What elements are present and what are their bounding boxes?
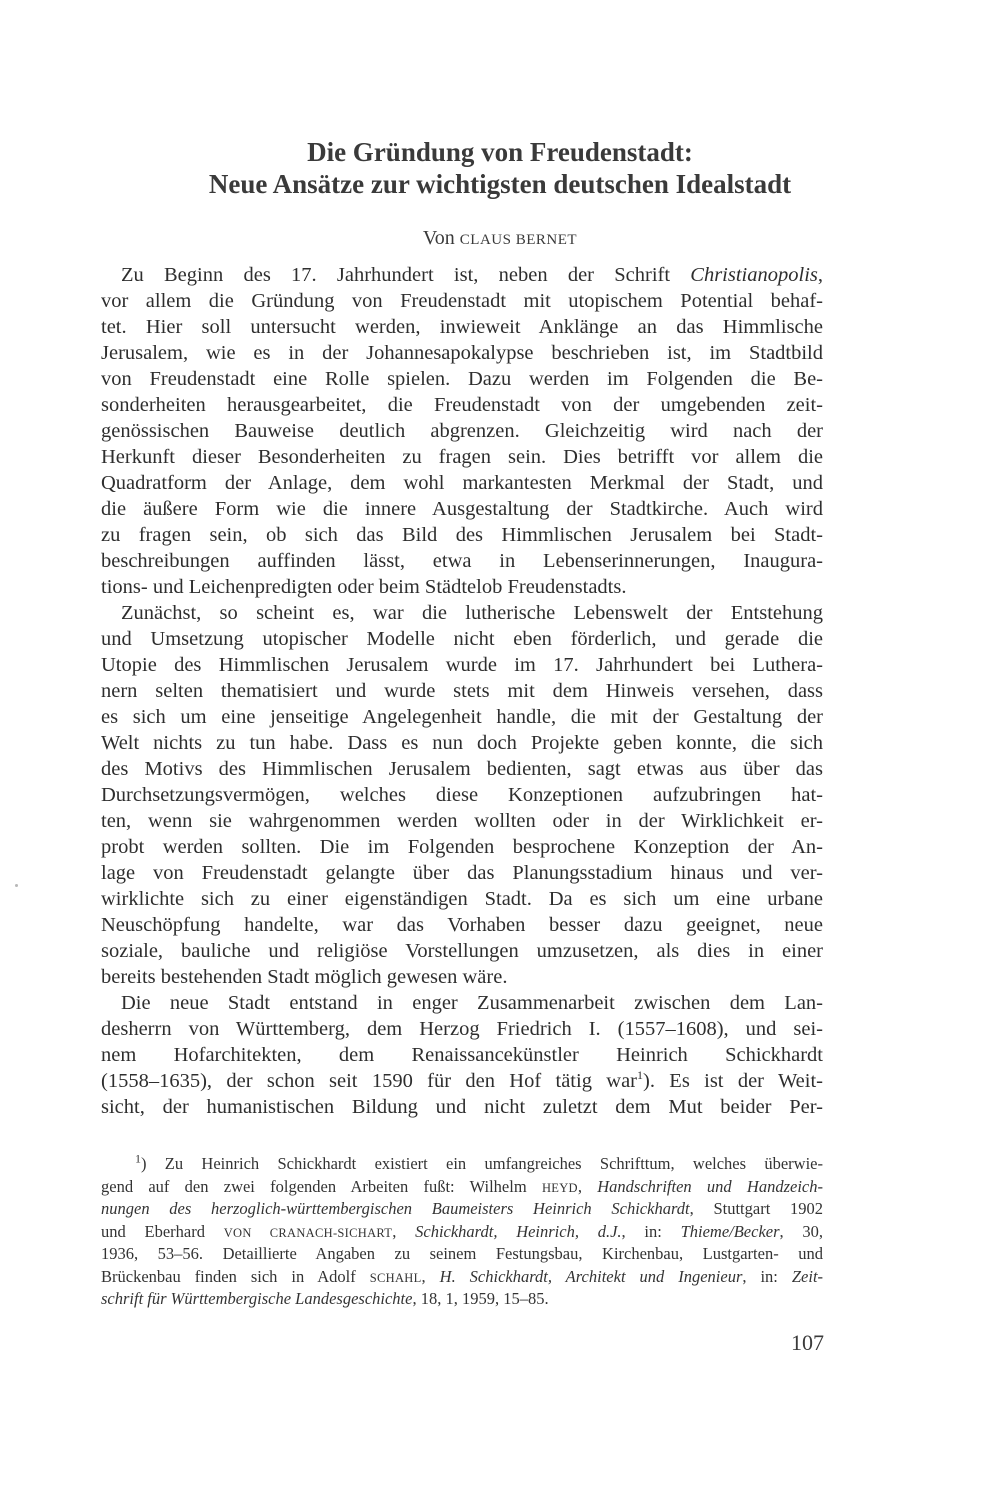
text-line: sicht, der humanistischen Bildung und nicht zuletzt dem Mut beider Per- [101,1096,823,1118]
text-line: Die neue Stadt entstand in enger Zusammenarbeit zwischen dem Lan- [121,992,823,1014]
text-line: Zu Beginn des 17. Jahrhundert ist, neben der Schrift Christianopolis, [121,264,823,286]
scan-speck [15,884,18,887]
text-line: nern selten thematisiert und wurde stets mit dem Hinweis versehen, dass [101,680,823,702]
article-title-line-2: Neue Ansätze zur wichtigsten deutschen Idealstadt [208,169,792,199]
footnote-line: $^1$) Zu Heinrich Schickhardt existiert ein umfangreiches Schrifttum, welches überwie- [135,1153,823,1173]
text-line: nem Hofarchitekten, dem Renaissancekünstler Heinrich Schickhardt [101,1044,823,1066]
byline-prefix: Von [422,227,455,249]
text-line: Herkunft dieser Besonderheiten zu fragen sein. Dies betrifft vor allem die [101,446,823,468]
text-line: lage von Freudenstadt gelangte über das Planungsstadium hinaus und ver- [101,862,823,884]
text-line: tions- und Leichenpredigten oder beim Städtelob Freudenstadts. [101,576,627,598]
body-text [101,262,823,1120]
text-line: Neuschöpfung handelte, war das Vorhaben besser dazu geeignet, neue [101,914,823,936]
text-line: genössischen Bauweise deutlich abgrenzen. Gleichzeitig wird nach der [101,420,823,442]
text-line: tet. Hier soll untersucht werden, inwieweit Anklänge an das Himmlische [101,316,823,338]
text-line: ten, wenn sie wahrgenommen werden wollten oder in der Wirklichkeit er- [101,810,823,832]
text-line: die äußere Form wie die innere Ausgestaltung der Stadtkirche. Auch wird [101,498,823,520]
footnote-marker: 1 [135,1153,141,1166]
text-line: desherrn von Württemberg, dem Herzog Friedrich I. (1557–1608), und sei- [101,1018,823,1040]
text-line: es sich um eine jenseitige Angelegenheit handle, die mit der Gestaltung der [101,706,823,728]
footnote-line: gend auf den zwei folgenden Arbeiten fußt: Wilhelm HEYD, Handschriften und Handzeich- [101,1176,823,1196]
author-name: CLAUS BERNET [459,232,578,248]
text-line: Jerusalem, wie es in der Johannesapokalypse beschrieben ist, im Stadtbild [101,342,823,364]
text-line: (1558–1635), der schon seit 1590 für den Hof tätig war$^1$). Es ist der Weit- [101,1068,823,1092]
footnote-line: 1936, 53–56. Detaillierte Angaben zu seinem Festungsbau, Kirchenbau, Lustgarten- und [101,1244,823,1263]
page-number: 107 [791,1330,824,1355]
footnote-line: Brückenbau finden sich in Adolf SCHAHL, H. Schickhardt, Architekt und Ingenieur, in: Zeit- [101,1266,823,1286]
text-line: wirklichte sich zu einer eigenständigen Stadt. Da es sich um eine urbane [101,888,823,910]
text-line: bereits bestehenden Stadt möglich gewesen wäre. [101,966,508,988]
text-line: Zunächst, so scheint es, war die lutherische Lebenswelt der Entstehung [121,602,823,624]
text-line: Welt nichts zu tun habe. Dass es nun doch Projekte geben konnte, die sich [101,732,823,754]
text-line: vor allem die Gründung von Freudenstadt mit utopischem Potential behaf- [101,290,823,312]
author-surname-heyd: HEYD [541,1180,578,1195]
article-title-line-1: Die Gründung von Freudenstadt: [307,137,693,167]
text-line: des Motivs des Himmlischen Jerusalem bedienten, sagt etwas aus über das [101,758,823,780]
text-line: Quadratform der Anlage, dem wohl markantesten Merkmal der Stadt, und [101,472,823,494]
text-line: und Umsetzung utopischer Modelle nicht eben förderlich, und gerade die [101,628,823,650]
work-title-christianopolis: Christianopolis [690,264,818,286]
footnote-line: schrift für Württembergische Landesgeschichte, 18, 1, 1959, 15–85. [101,1289,549,1308]
text-line: beschreibungen auffinden lässt, etwa in Lebenserinnerungen, Inaugura- [101,550,823,572]
footnote-line: nungen des herzoglich-württembergischen Baumeisters Heinrich Schickhardt, Stuttgart 1902 [101,1199,823,1218]
text-line: soziale, bauliche und religiöse Vorstellungen umzusetzen, als dies in einer [101,940,823,962]
footnote-line: und Eberhard VON CRANACH-SICHART, Schickhardt, Heinrich, d.J., in: Thieme/Becker, 30, [101,1221,823,1241]
text-line: Durchsetzungsvermögen, welches diese Konzeptionen aufzubringen hat- [101,784,823,806]
author-surname-cranach-sichart: VON CRANACH-SICHART [223,1225,393,1240]
footnote-block [101,1153,823,1311]
author-surname-schahl: SCHAHL [369,1270,422,1285]
footnote-reference[interactable]: 1 [637,1068,644,1083]
text-line: zu fragen sein, ob sich das Bild des Himmlischen Jerusalem bei Stadt- [101,524,823,546]
author-byline [100,226,900,252]
text-line: Utopie des Himmlischen Jerusalem wurde im 17. Jahrhundert bei Luthera- [101,654,823,676]
text-line: probt werden sollten. Die im Folgenden besprochene Konzeption der An- [101,836,823,858]
text-line: von Freudenstadt eine Rolle spielen. Dazu werden im Folgenden die Be- [101,368,823,390]
text-line: sonderheiten herausgearbeitet, die Freudenstadt von der umgebenden zeit- [101,394,823,416]
